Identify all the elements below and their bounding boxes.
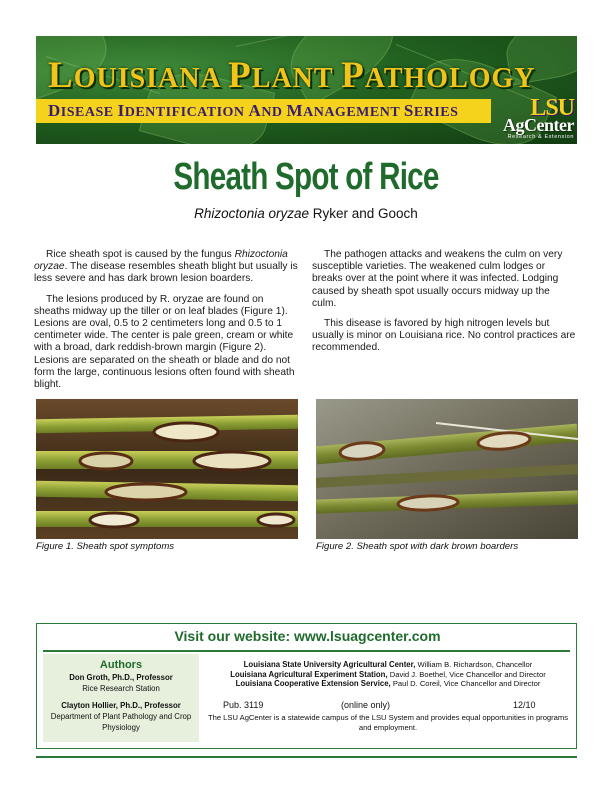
institution-officer: William B. Richardson, Chancellor xyxy=(415,660,533,669)
figure-1-caption: Figure 1. Sheath spot symptoms xyxy=(36,541,175,552)
document-subtitle xyxy=(0,206,612,221)
series-title: DISEASE IDENTIFICATION AND MANAGEMENT SERIES xyxy=(48,101,459,120)
institution-officer: Paul D. Coreil, Vice Chancellor and Director xyxy=(390,679,541,689)
author-2-name: Clayton Hollier, Ph.D., Professor xyxy=(61,701,181,710)
logo-lsu-text: LSU xyxy=(530,95,574,121)
lsu-agcenter-logo xyxy=(491,96,577,144)
institutions-block xyxy=(207,660,569,689)
author-1-name: Don Groth, Ph.D., Professor xyxy=(69,673,173,682)
author-1-affiliation: Rice Research Station xyxy=(82,684,160,693)
paragraph-text: . The disease resembles sheath blight but usually is less severe and has dark brown lesion boarders. xyxy=(34,261,298,285)
footer-box xyxy=(36,623,577,749)
website-heading: Visit our website: www.lsuagcenter.com xyxy=(174,628,441,644)
paragraph-control: This disease is favored by high nitrogen levels but usually is minor on Louisiana rice. No control practices are recommended. xyxy=(312,318,576,354)
series-bar xyxy=(36,99,491,123)
paragraph-cause xyxy=(34,249,298,286)
equal-opportunity-statement: The LSU AgCenter is a statewide campus of the LSU System and provides equal opportunities in programs and employment. xyxy=(207,713,569,732)
left-column xyxy=(34,249,298,399)
paragraph-text: Rice sheath spot is caused by the fungus xyxy=(46,249,235,260)
document-title: Sheath Spot of Rice xyxy=(173,156,439,198)
publication-format: (online only) xyxy=(341,700,391,710)
name-authority: Ryker and Gooch xyxy=(312,206,418,221)
institution-officer: David J. Boethel, Vice Chancellor and Director xyxy=(387,669,546,679)
paragraph-lesions: The lesions produced by R. oryzae are found on sheaths midway up the tiller or on leaf blades (Figure 1). Lesions are oval, 0.5 to 2 centimeters long and 0.5 to 1 centimeter wide. The center is pale green, cream or white with a broad, dark reddish-brown margin (Figure 2). Lesions are separated on the sheath or blade and do not form the large, continuous lesions often found with sheath blight. xyxy=(34,293,295,391)
authors-panel xyxy=(43,654,199,742)
institution-line xyxy=(207,679,569,689)
authors-heading: Authors xyxy=(99,659,143,671)
logo-tagline: Research & Extension xyxy=(507,134,574,140)
institution-name: Louisiana Cooperative Extension Service, xyxy=(235,679,391,689)
paragraph-lodging: The pathogen attacks and weakens the culm on very susceptible varieties. The weakened culm lodges or breaks over at the point where it was infected. Lodging caused by sheath spot usually occurs midway up the culm. xyxy=(312,249,563,309)
header-banner xyxy=(36,36,577,144)
right-column xyxy=(312,249,576,363)
institution-name: Louisiana State University Agricultural Center, xyxy=(243,660,416,669)
figure-2-photo xyxy=(316,399,578,539)
figure-1-photo xyxy=(36,399,298,539)
footer-divider xyxy=(43,650,570,652)
institution-line xyxy=(207,670,569,680)
publication-number: Pub. 3119 xyxy=(223,700,264,710)
scientific-name: Rhizoctonia oryzae xyxy=(194,206,309,221)
banner-title-text: LOUISIANA PLANT PATHOLOGY xyxy=(48,55,536,96)
institution-name: Louisiana Agricultural Experiment Station, xyxy=(230,669,388,679)
publication-date: 12/10 xyxy=(513,700,536,710)
bottom-divider xyxy=(36,756,577,758)
author-2-affiliation: Department of Plant Pathology and Crop Physiology xyxy=(50,712,192,732)
figure-2-caption: Figure 2. Sheath spot with dark brown boarders xyxy=(316,541,519,552)
banner-title xyxy=(48,54,568,97)
pathogen-name: Rhizoctonia oryzae xyxy=(34,249,288,273)
institution-line xyxy=(207,660,569,670)
logo-agcenter-text: AgCenter xyxy=(503,115,574,135)
